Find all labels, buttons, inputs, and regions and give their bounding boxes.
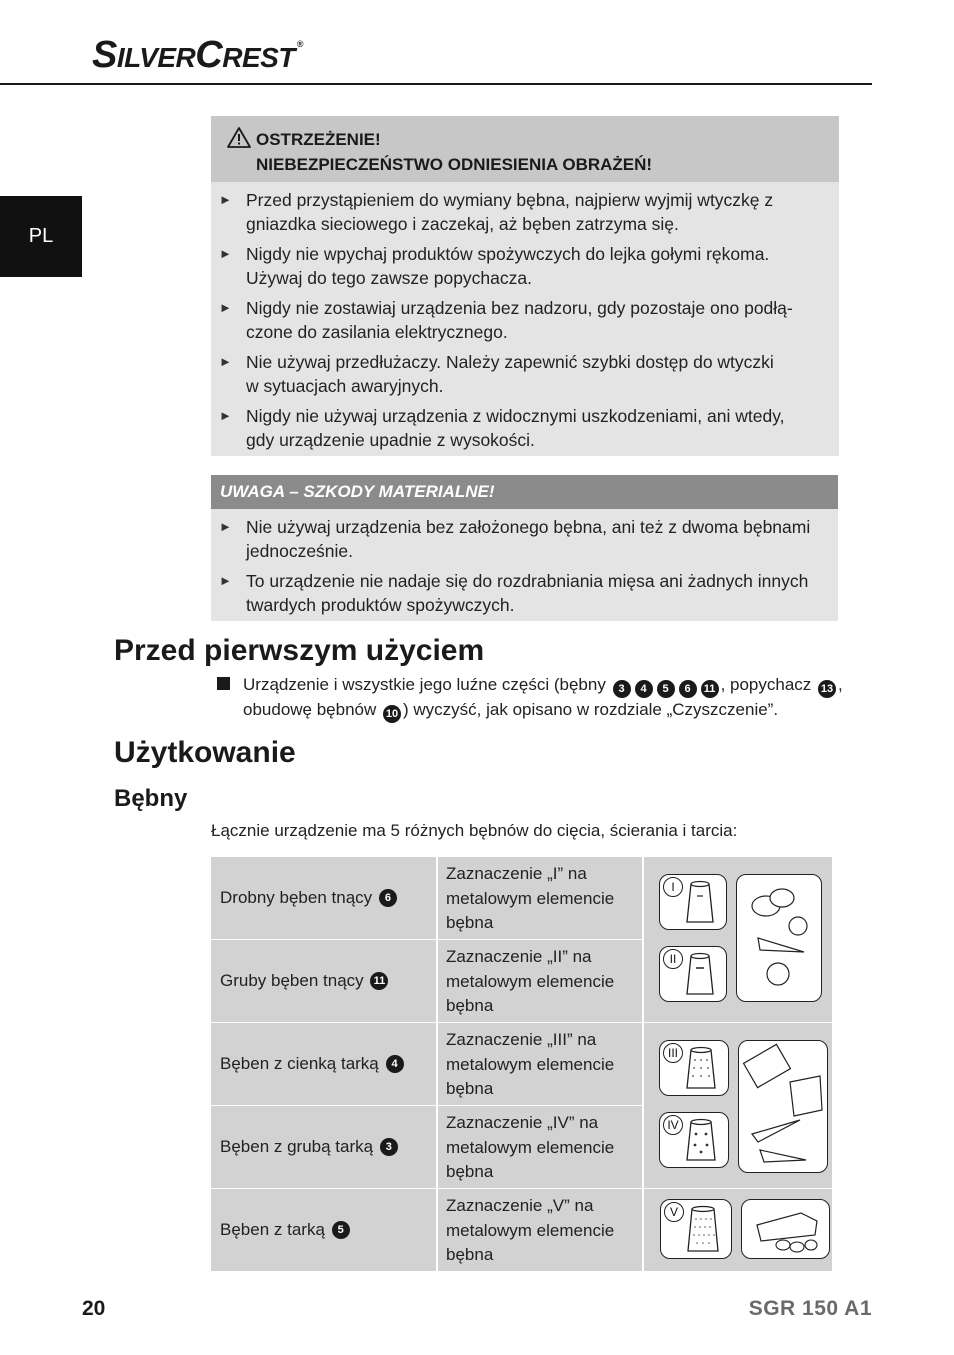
drum-illustration: III [659, 1040, 729, 1096]
arrow-bullet-icon: ► [219, 354, 232, 369]
subsection-title-drums: Bębny [114, 785, 188, 812]
marking-cell: Zaznaczenie „III” na metalowym elemencie bębna [438, 1023, 642, 1105]
intro-text: Łącznie urządzenie ma 5 różnych bębnów do cięcia, ścierania i tarcia: [211, 821, 738, 840]
drum-illustration: IV [659, 1112, 729, 1168]
ref-number: 3 [613, 680, 631, 698]
registered-mark: ® [296, 39, 304, 49]
ref-number: 5 [657, 680, 675, 698]
brand-logo [92, 34, 303, 77]
list-item: ► Nie używaj przedłużaczy. Należy zapewnić szybki dostęp do wtyczki w sytuacjach awaryjnych. [219, 352, 774, 396]
ref-number: 11 [701, 680, 719, 698]
list-item: ► Nigdy nie zostawiaj urządzenia bez nadzoru, gdy pozostaje ono podłą- czone do zasilania elektrycznego. [219, 298, 793, 342]
header-rule [0, 83, 872, 85]
list-item: ► Nie używaj urządzenia bez założonego bębna, ani też z dwoma bębnami jednocześnie. [219, 517, 811, 561]
warning-title-line2: NIEBEZPIECZEŃSTWO ODNIESIENIA OBRAŻEŃ! [256, 155, 653, 174]
drum-name-cell: Drobny bęben tnący 6 [211, 857, 436, 939]
ref-number: 4 [635, 680, 653, 698]
marking-cell: Zaznaczenie „I” na metalowym elemencie bębna [438, 857, 642, 939]
language-code: PL [28, 225, 54, 247]
warning-triangle-icon [227, 126, 251, 148]
ref-number: 3 [380, 1138, 398, 1156]
list-item: ► Przed przystąpieniem do wymiany bębna, najpierw wyjmij wtyczkę z gniazdka sieciowego i zaczekaj, aż bęben zatrzyma się. [219, 190, 774, 234]
ref-number: 6 [679, 680, 697, 698]
list-item: ► To urządzenie nie nadaje się do rozdrabniania mięsa ani żadnych innych twardych produktów spożywczych. [219, 571, 809, 615]
arrow-bullet-icon: ► [219, 246, 232, 261]
logo-part: REST [222, 42, 295, 73]
drum-illustration: I [659, 874, 727, 930]
grater-drum-icon [662, 1201, 730, 1257]
notice-box [211, 475, 838, 621]
warning-box [211, 116, 839, 456]
food-illustration [736, 874, 822, 1002]
marking-cell: Zaznaczenie „IV” na metalowym elemencie bębna [438, 1106, 642, 1188]
slicing-drum-icon [661, 948, 725, 1000]
section-title-before-first-use: Przed pierwszym użyciem [114, 634, 485, 667]
arrow-bullet-icon: ► [219, 408, 232, 423]
ref-number: 6 [379, 889, 397, 907]
drum-name-cell: Bęben z cienką tarką 4 [211, 1023, 436, 1105]
logo-letter: S [92, 34, 117, 76]
illustration-cell [644, 1189, 832, 1271]
marking-cell: Zaznaczenie „V” na metalowym elemencie bębna [438, 1189, 642, 1271]
notice-header: UWAGA – SZKODY MATERIALNE! [211, 475, 838, 509]
drum-illustration: V [660, 1199, 732, 1259]
ref-number: 4 [386, 1055, 404, 1073]
illustration-cell [644, 857, 832, 1022]
drum-name-cell: Bęben z grubą tarką 3 [211, 1106, 436, 1188]
drum-name-cell: Bęben z tarką 5 [211, 1189, 436, 1271]
slicing-drum-icon [661, 876, 725, 928]
marking-cell: Zaznaczenie „II” na metalowym elemencie bębna [438, 940, 642, 1022]
logo-part: ILVER [116, 42, 196, 73]
drum-name-cell: Gruby bęben tnący 11 [211, 940, 436, 1022]
ref-number: 11 [370, 972, 388, 990]
list-item: ► Nigdy nie wpychaj produktów spożywczych do lejka gołymi rękoma. Używaj do tego zawsze popychacza. [219, 244, 770, 288]
food-illustration [738, 1040, 828, 1173]
model-number: SGR 150 A1 [748, 1297, 872, 1320]
arrow-bullet-icon: ► [219, 192, 232, 207]
arrow-bullet-icon: ► [219, 519, 232, 534]
grater-drum-icon [661, 1042, 727, 1094]
list-item: ► Nigdy nie używaj urządzenia z widocznymi uszkodzeniami, ani wtedy, gdy urządzenie upadnie z wysokości. [219, 406, 785, 450]
warning-header [211, 116, 839, 182]
illustration-cell [644, 1023, 832, 1188]
cheese-nuts-icon [743, 1201, 828, 1257]
grater-drum-icon [661, 1114, 727, 1166]
arrow-bullet-icon: ► [219, 573, 232, 588]
arrow-bullet-icon: ► [219, 300, 232, 315]
list-item: Urządzenie i wszystkie jego luźne części (bębny 3 4 5 6 11 , popychacz 13 , obudowę bębnów 10 ) wyczyść, jak opisano w rozdziale „Czyszczenie”. [243, 673, 843, 723]
page-number: 20 [82, 1297, 106, 1320]
language-tab [0, 196, 82, 277]
ref-number: 13 [818, 680, 836, 698]
ref-number: 5 [332, 1221, 350, 1239]
section-title-usage: Użytkowanie [114, 736, 296, 769]
food-illustration [741, 1199, 830, 1259]
logo-letter: C [195, 34, 223, 76]
ref-number: 10 [383, 705, 401, 723]
drum-illustration: II [659, 946, 727, 1002]
vegetables-icon [738, 876, 820, 1000]
warning-title-line1: OSTRZEŻENIE! [256, 130, 381, 149]
chocolate-cheese-carrot-icon [740, 1042, 826, 1171]
square-bullet-icon [217, 677, 230, 690]
